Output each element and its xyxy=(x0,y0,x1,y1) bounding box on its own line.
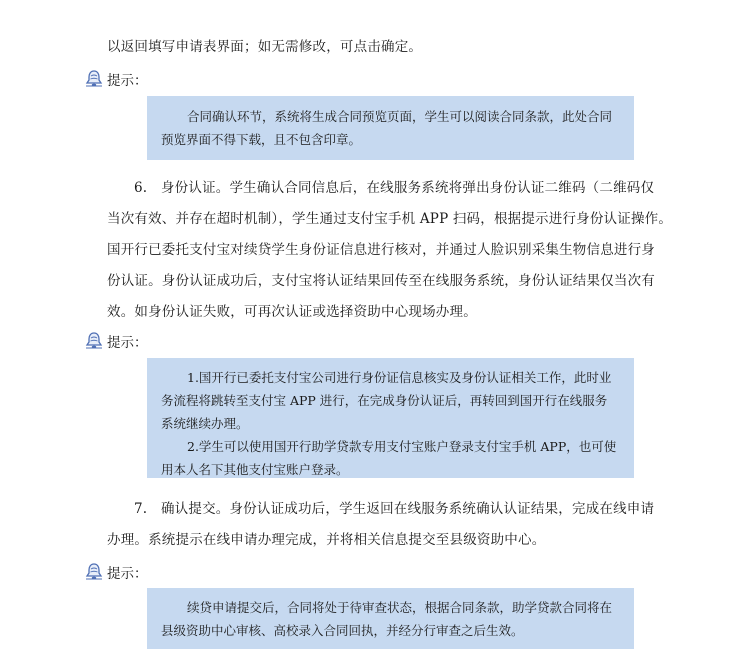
note3-line: 县级资助中心审核、高校录入合同回执，并经分行审查之后生效。 xyxy=(161,623,524,638)
tip-heading-3 xyxy=(84,561,148,583)
note-box-1 xyxy=(147,96,634,160)
note1-line: 合同确认环节，系统将生成合同预览页面，学生可以阅读合同条款，此处合同 xyxy=(187,109,613,124)
step7-line: 7. 确认提交。身份认证成功后，学生返回在线服务系统确认认证结果，完成在线申请 xyxy=(134,501,655,517)
note2-line: 务流程将跳转至支付宝 APP 进行，在完成身份认证后，再转回到国开行在线服务 xyxy=(161,393,608,408)
note1-line: 预览界面不得下载，且不包含印章。 xyxy=(161,132,362,147)
tip-label: 提示： xyxy=(107,566,148,582)
step6-line: 当次有效、并存在超时机制），学生通过支付宝手机 APP 扫码，根据提示进行身份认证操作。 xyxy=(107,211,673,227)
step6-line: 效。如身份认证失败，可再次认证或选择资助中心现场办理。 xyxy=(107,304,477,320)
step6-line: 国开行已委托支付宝对续贷学生身份证信息进行核对，并通过人脸识别采集生物信息进行身 xyxy=(107,242,655,258)
note3-line: 续贷申请提交后，合同将处于待审查状态，根据合同条款，助学贷款合同将在 xyxy=(187,600,613,615)
step6-line: 份认证。身份认证成功后，支付宝将认证结果回传至在线服务系统，身份认证结果仅当次有 xyxy=(107,273,655,289)
step7-line: 办理。系统提示在线申请办理完成，并将相关信息提交至县级资助中心。 xyxy=(107,532,546,548)
note2-line: 1.国开行已委托支付宝公司进行身份证信息核实及身份认证相关工作，此时业 xyxy=(187,370,612,385)
step-6-paragraph xyxy=(107,173,673,328)
step-7-paragraph xyxy=(107,494,655,556)
tip-heading-1 xyxy=(84,68,148,90)
tip-label: 提示： xyxy=(107,73,148,89)
note2-line: 2.学生可以使用国开行助学贷款专用支付宝账户登录支付宝手机 APP，也可使 xyxy=(187,439,617,454)
note-box-2 xyxy=(147,358,634,478)
note2-line: 用本人名下其他支付宝账户登录。 xyxy=(161,462,349,477)
bell-icon xyxy=(84,69,104,89)
note2-line: 系统继续办理。 xyxy=(161,416,249,431)
intro-paragraph xyxy=(107,32,637,63)
step6-line: 6. 身份认证。学生确认合同信息后，在线服务系统将弹出身份认证二维码（二维码仅 xyxy=(134,180,655,196)
note-box-3 xyxy=(147,588,634,649)
tip-heading-2 xyxy=(84,330,148,352)
bell-icon xyxy=(84,331,104,351)
intro-line: 以返回填写申请表界面；如无需修改，可点击确定。 xyxy=(107,39,423,55)
bell-icon xyxy=(84,562,104,582)
tip-label: 提示： xyxy=(107,335,148,351)
